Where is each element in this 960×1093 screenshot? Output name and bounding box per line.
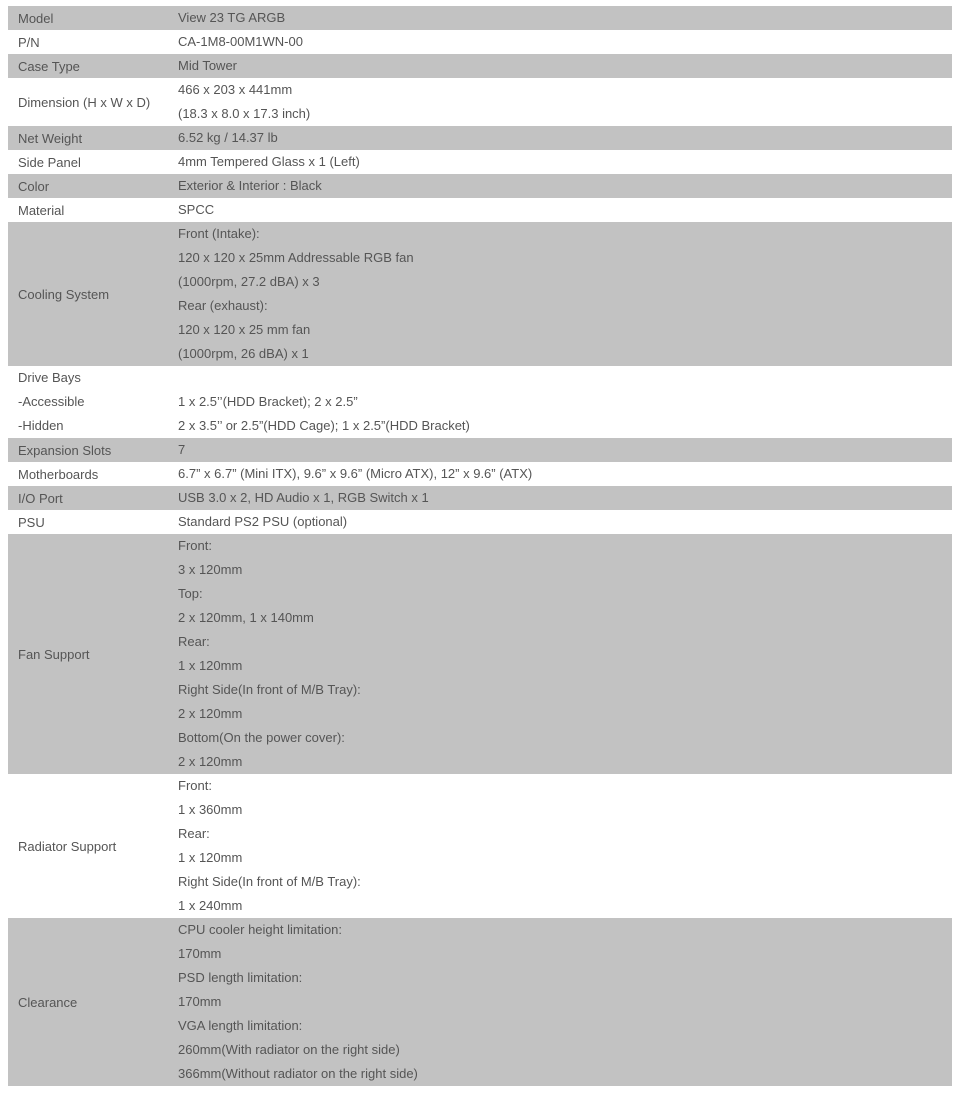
spec-row-clearance xyxy=(8,918,952,1086)
spec-value-line: Exterior & Interior : Black xyxy=(178,178,322,193)
spec-row-cooling-system xyxy=(8,222,952,366)
spec-value-line: 7 xyxy=(178,442,186,457)
spec-value-line: 4mm Tempered Glass x 1 (Left) xyxy=(178,154,360,169)
spec-label: Drive Bays xyxy=(18,370,81,385)
spec-label: Net Weight xyxy=(18,130,83,146)
spec-value-line: SPCC xyxy=(178,202,215,217)
drive-bays-hidden xyxy=(8,414,952,438)
spec-value xyxy=(178,174,952,198)
spec-row-pn xyxy=(8,30,952,54)
spec-value-line: 120 x 120 x 25mm Addressable RGB fan xyxy=(178,250,414,265)
spec-label: Cooling System xyxy=(18,286,110,302)
spec-label: P/N xyxy=(18,34,40,50)
spec-value xyxy=(178,54,952,78)
spec-label: Dimension (H x W x D) xyxy=(18,94,151,110)
spec-value-line: 1 x 360mm xyxy=(178,802,243,817)
spec-value xyxy=(178,198,952,222)
spec-label: Case Type xyxy=(18,58,80,74)
spec-label: Motherboards xyxy=(18,466,99,482)
spec-row-radiator-support xyxy=(8,774,952,918)
spec-value xyxy=(178,78,952,126)
drive-bays-header xyxy=(8,366,952,390)
spec-value-line: Top: xyxy=(178,586,203,601)
spec-row-expansion-slots xyxy=(8,438,952,462)
spec-label: I/O Port xyxy=(18,490,63,506)
spec-row-drive-bays xyxy=(8,366,952,438)
spec-value-line: Rear: xyxy=(178,634,210,649)
spec-row-model xyxy=(8,6,952,30)
spec-value-line: (1000rpm, 26 dBA) x 1 xyxy=(178,346,309,361)
spec-value xyxy=(178,774,952,918)
spec-value-line: 260mm(With radiator on the right side) xyxy=(178,1042,400,1057)
spec-row-material xyxy=(8,198,952,222)
drive-bays-accessible xyxy=(8,390,952,414)
spec-row-side-panel xyxy=(8,150,952,174)
spec-label: -Hidden xyxy=(18,418,64,433)
spec-label: Color xyxy=(18,178,50,194)
spec-value xyxy=(178,150,952,174)
spec-label: Radiator Support xyxy=(18,838,117,854)
spec-value xyxy=(178,366,952,390)
spec-value-line: Rear (exhaust): xyxy=(178,298,268,313)
spec-value-line: Rear: xyxy=(178,826,210,841)
spec-row-motherboards xyxy=(8,462,952,486)
spec-value xyxy=(178,462,952,486)
spec-value-line: VGA length limitation: xyxy=(178,1018,303,1033)
spec-value-line: Front: xyxy=(178,538,212,553)
spec-row-color xyxy=(8,174,952,198)
spec-value-line: 6.52 kg / 14.37 lb xyxy=(178,130,278,145)
spec-value-line: 170mm xyxy=(178,994,222,1009)
spec-value-line: 170mm xyxy=(178,946,222,961)
spec-label: -Accessible xyxy=(18,394,85,409)
spec-value: 1 x 2.5’’(HDD Bracket); 2 x 2.5” xyxy=(178,394,358,409)
spec-row-io-port xyxy=(8,486,952,510)
spec-value-line: 3 x 120mm xyxy=(178,562,243,577)
spec-value-line: View 23 TG ARGB xyxy=(178,10,286,25)
spec-value-line: PSD length limitation: xyxy=(178,970,303,985)
spec-value xyxy=(178,6,952,30)
spec-value-line: (1000rpm, 27.2 dBA) x 3 xyxy=(178,274,320,289)
spec-value-line: Front (Intake): xyxy=(178,226,260,241)
spec-value xyxy=(178,126,952,150)
spec-value-line: 120 x 120 x 25 mm fan xyxy=(178,322,311,337)
spec-value-line: Standard PS2 PSU (optional) xyxy=(178,514,348,529)
spec-value: 2 x 3.5’’ or 2.5”(HDD Cage); 1 x 2.5”(HDD Bracket) xyxy=(178,418,470,433)
spec-value-line: 1 x 240mm xyxy=(178,898,243,913)
spec-value-line: Bottom(On the power cover): xyxy=(178,730,345,745)
spec-value-line: 6.7” x 6.7” (Mini ITX), 9.6” x 9.6” (Micro ATX), 12” x 9.6” (ATX) xyxy=(178,466,533,481)
spec-value-line: Right Side(In front of M/B Tray): xyxy=(178,874,361,889)
spec-label: Expansion Slots xyxy=(18,442,112,458)
spec-value-line: 2 x 120mm xyxy=(178,754,243,769)
spec-value xyxy=(178,222,952,366)
spec-value-line: Front: xyxy=(178,778,212,793)
spec-value xyxy=(178,30,952,54)
spec-value-line: CA-1M8-00M1WN-00 xyxy=(178,34,303,49)
spec-value-line: (18.3 x 8.0 x 17.3 inch) xyxy=(178,106,311,121)
spec-value xyxy=(178,510,952,534)
spec-value xyxy=(178,438,952,462)
spec-table xyxy=(8,6,952,1086)
spec-value-line: 2 x 120mm, 1 x 140mm xyxy=(178,610,314,625)
spec-value-line: 1 x 120mm xyxy=(178,850,243,865)
spec-value-line: 366mm(Without radiator on the right side) xyxy=(178,1066,418,1081)
spec-label: Clearance xyxy=(18,994,78,1010)
spec-value-line: Mid Tower xyxy=(178,58,238,73)
spec-value-line: USB 3.0 x 2, HD Audio x 1, RGB Switch x 1 xyxy=(178,490,429,505)
spec-label: Side Panel xyxy=(18,154,81,170)
spec-value xyxy=(178,486,952,510)
spec-label: Material xyxy=(18,202,65,218)
spec-label: PSU xyxy=(18,514,45,530)
spec-value-line: 2 x 120mm xyxy=(178,706,243,721)
spec-row-fan-support xyxy=(8,534,952,774)
spec-row-case-type xyxy=(8,54,952,78)
spec-row-net-weight xyxy=(8,126,952,150)
spec-label: Fan Support xyxy=(18,646,90,662)
spec-row-psu xyxy=(8,510,952,534)
spec-label: Model xyxy=(18,10,54,26)
spec-row-dimension xyxy=(8,78,952,126)
spec-value-line: 466 x 203 x 441mm xyxy=(178,82,293,97)
spec-value xyxy=(178,534,952,774)
spec-value-line: CPU cooler height limitation: xyxy=(178,922,343,937)
spec-value xyxy=(178,918,952,1086)
spec-value-line: 1 x 120mm xyxy=(178,658,243,673)
spec-value-line: Right Side(In front of M/B Tray): xyxy=(178,682,361,697)
